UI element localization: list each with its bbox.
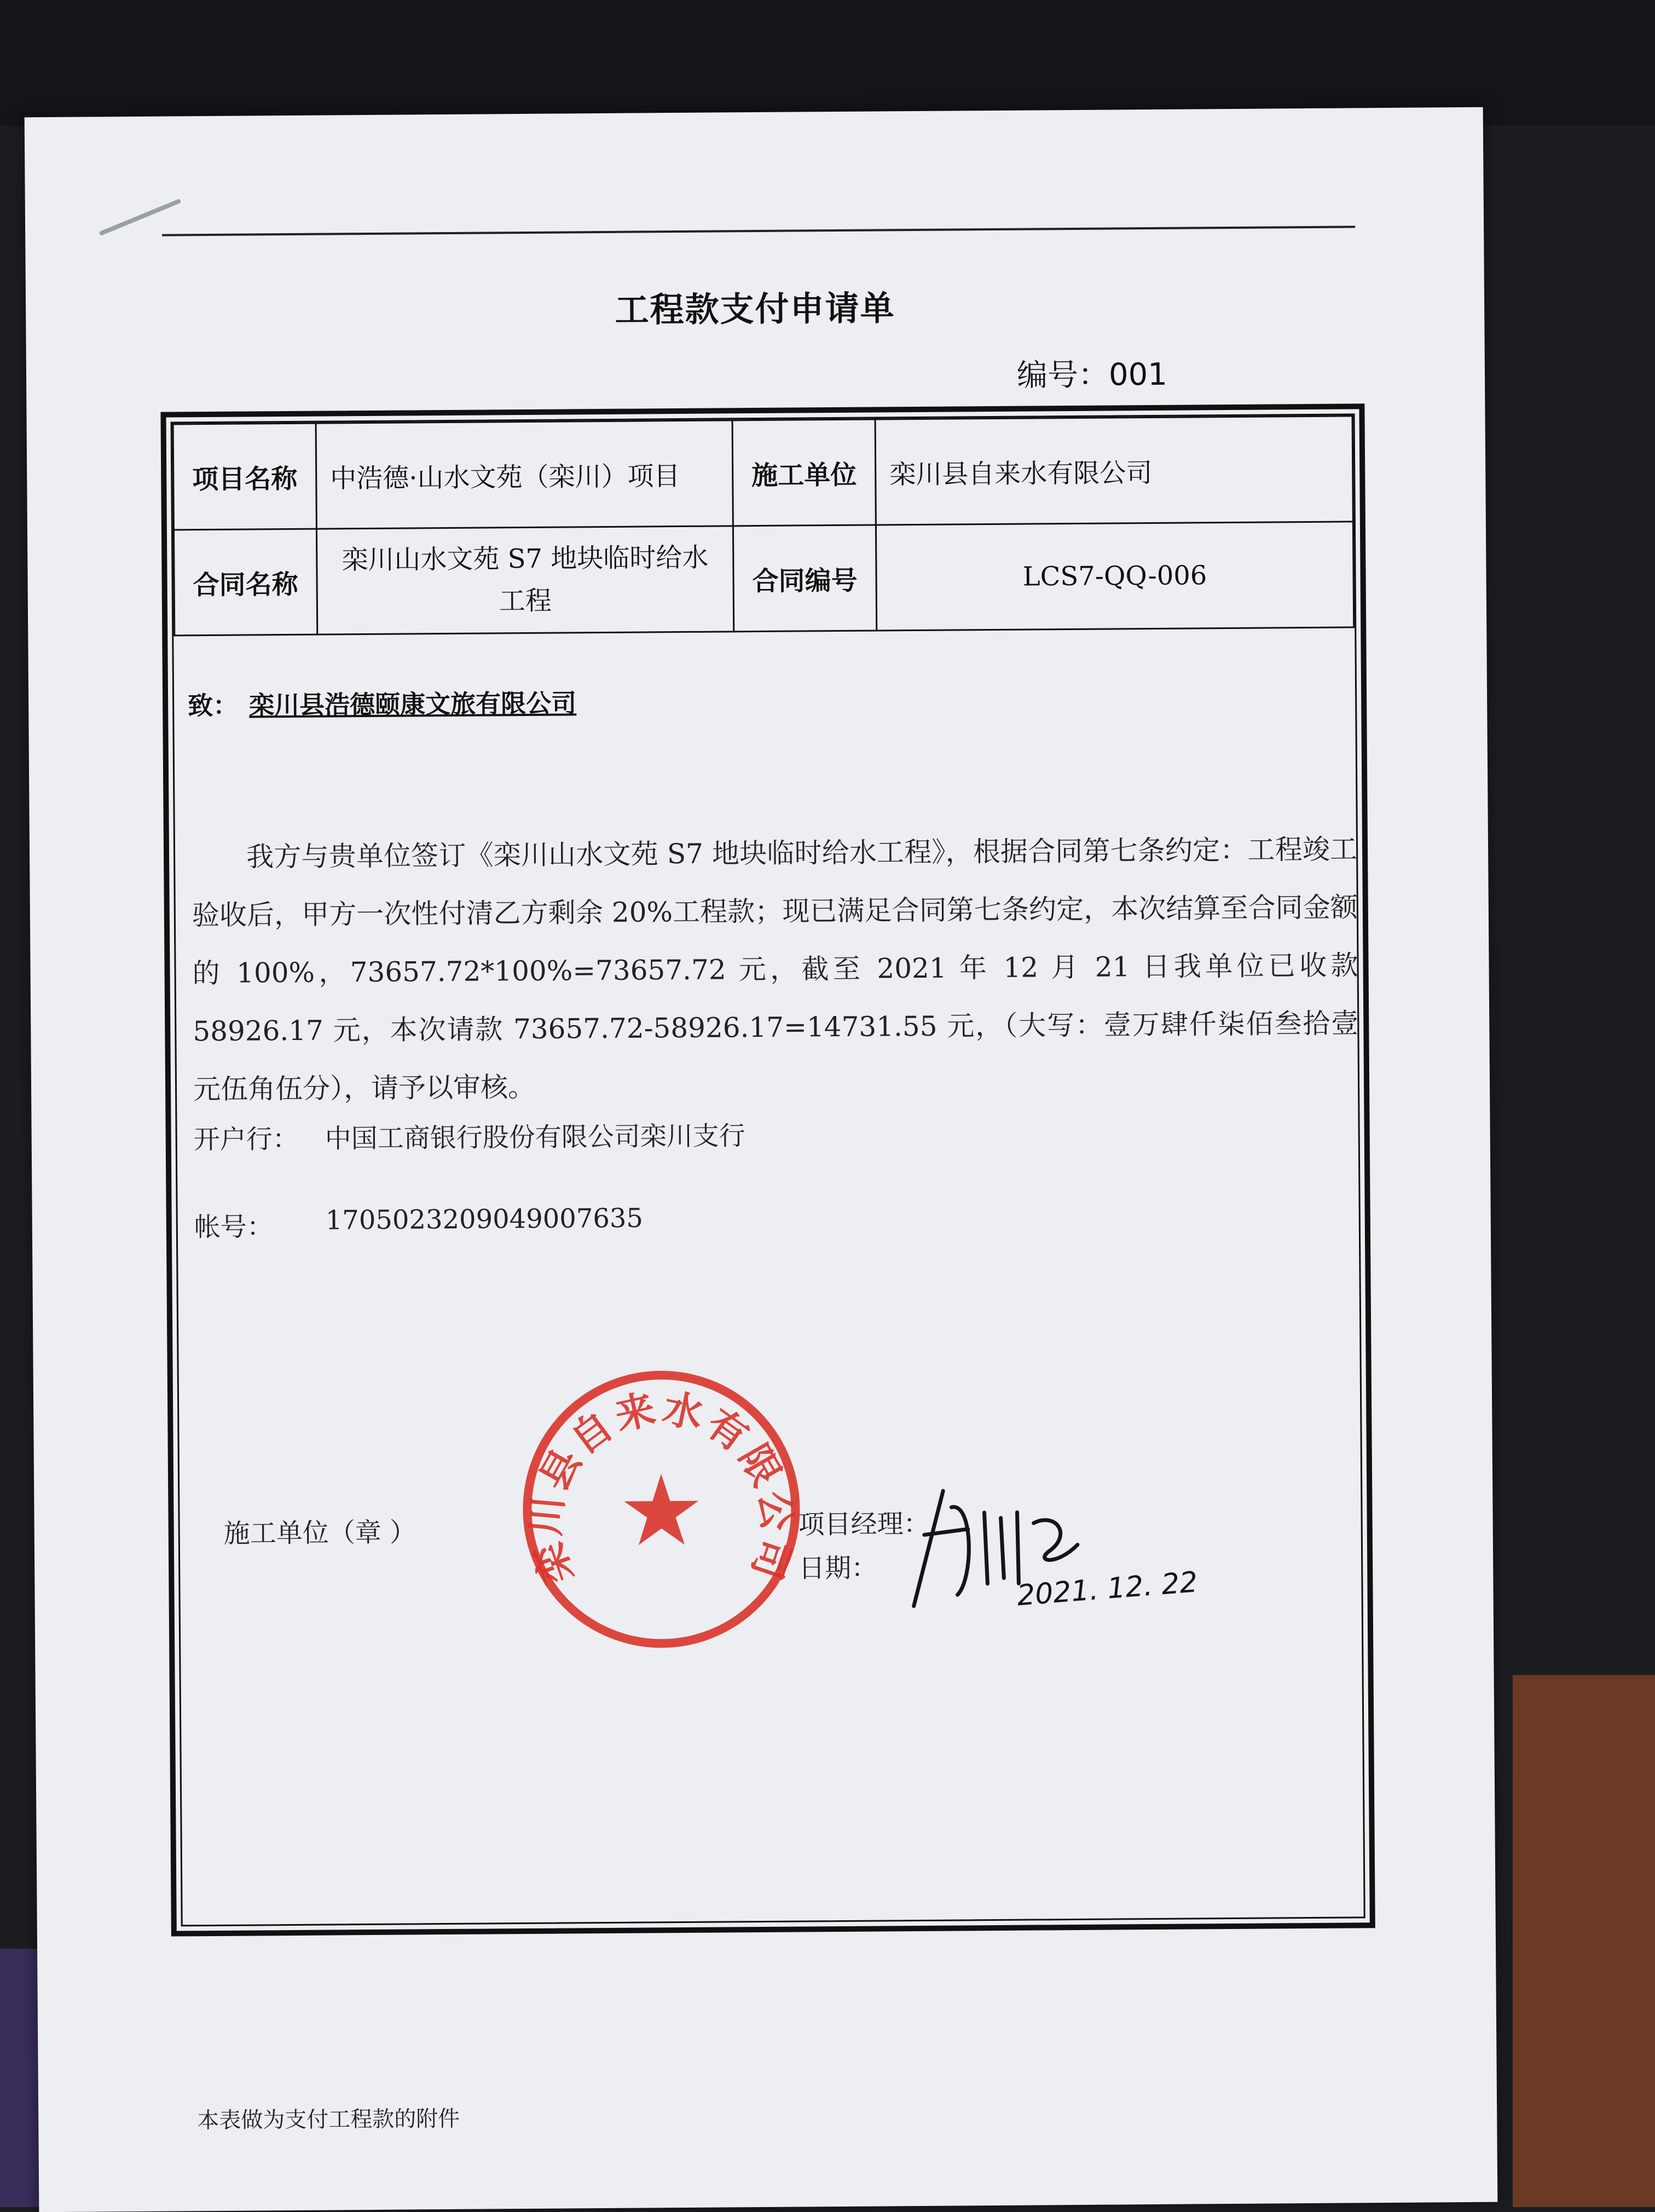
background-top (0, 0, 1655, 126)
addressee-label: 致： (187, 690, 239, 721)
account-line (194, 1203, 644, 1244)
table-row (173, 416, 1353, 530)
contract-no-value: LCS7-QQ-006 (876, 522, 1353, 631)
account-value: 1705023209049007635 (325, 1203, 644, 1236)
form-frame (160, 403, 1375, 1936)
addressee (188, 683, 576, 722)
unit-seal-label: 施工单位（章 ） (223, 1517, 416, 1549)
form-frame-inner (171, 413, 1365, 1926)
bank-line (193, 1118, 745, 1156)
project-name-value: 中浩德·山水文苑（栾川）项目 (316, 420, 733, 529)
addressee-company: 栾川县浩德颐康文旅有限公司 (248, 688, 577, 720)
pm-label: 项目经理： (798, 1508, 930, 1540)
document-sheet (25, 107, 1498, 2212)
staple (99, 199, 181, 236)
contract-no-label: 合同编号 (733, 525, 876, 632)
contract-name-value: 栾川山水文苑 S7 地块临时给水工程 (316, 526, 733, 634)
date-label: 日期： (798, 1552, 878, 1584)
table-row (173, 522, 1353, 636)
company-seal (518, 1366, 805, 1653)
background-desk (1513, 1675, 1655, 2207)
contract-name-label: 合同名称 (173, 529, 317, 636)
project-name-label: 项目名称 (173, 423, 316, 530)
contractor-label: 施工单位 (732, 419, 876, 526)
request-body: 我方与贵单位签订《栾川山水文苑 S7 地块临时给水工程》，根据合同第七条约定：工程竣工验收后，甲方一次性付清乙方剩余 20%工程款；现已满足合同第七条约定，本次结算至合同金额的 100%，73657.72*100%=73657.72 元，截至 2021 年 12 月 21 日我单位已收款 58926.17 元，本次请款 73657.72-58926.17=14731.55 元，（大写：壹万肆仟柒佰叁拾壹元伍角伍分），请予以审核。 (192, 833, 1359, 1106)
serial-number: 编号：001 (1016, 356, 1168, 394)
handwritten-signature (891, 1467, 1242, 1622)
footnote: 本表做为支付工程款的附件 (197, 2106, 460, 2134)
contractor-value: 栾川县自来水有限公司 (875, 416, 1353, 525)
form-title: 工程款支付申请单 (615, 288, 895, 330)
bank-label: 开户行： (193, 1123, 299, 1156)
header-rule (162, 226, 1355, 236)
account-label: 帐号： (194, 1211, 274, 1243)
seal-text: 栾川县自来水有限公司 (522, 1384, 801, 1590)
info-table (172, 415, 1355, 636)
signature-date: 2021. 12. 22 (1016, 1566, 1199, 1613)
bank-value: 中国工商银行股份有限公司栾川支行 (325, 1121, 745, 1154)
